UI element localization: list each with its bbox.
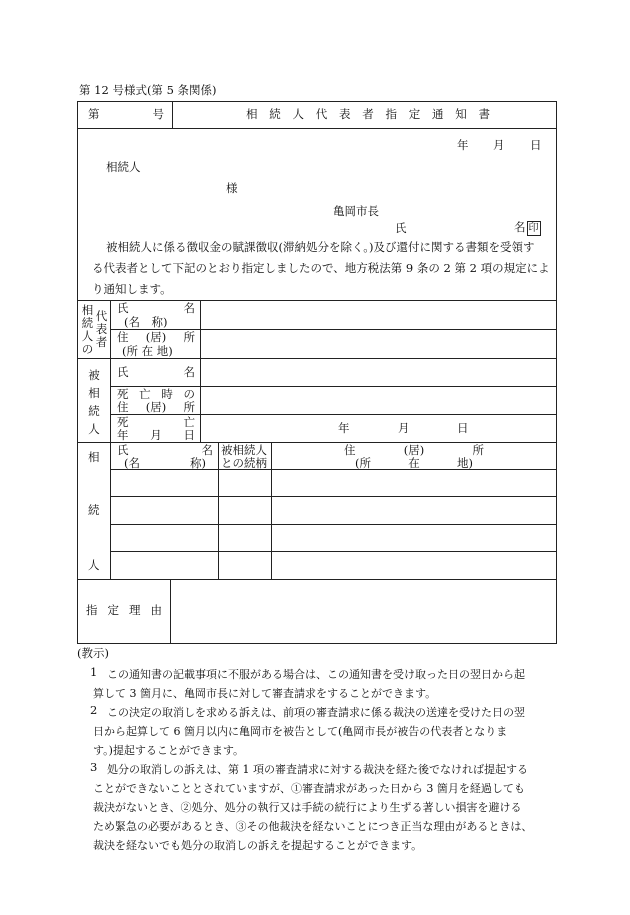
seal-mark: 印 [528,223,539,234]
issuer-title: 亀岡市長 [333,204,379,218]
deceased-name-label: 氏 名 [117,365,195,379]
issuer-name-left: 氏 [395,221,407,235]
deceased-side-label: 被 相 続 人 [88,368,100,436]
form-label: 第 12 号様式(第 5 条関係) [79,83,217,97]
addressee-honorific: 様 [226,181,238,195]
issuer-name-right: 名 印 [514,220,539,234]
document-number: 第 号 [88,107,164,121]
designation-reason-label: 指 定 理 由 [86,603,162,617]
document-title: 相 続 人 代 表 者 指 定 通 知 書 [246,107,490,121]
addressee-label: 相続人 [106,160,141,174]
notes-heading: (教示) [77,646,109,660]
